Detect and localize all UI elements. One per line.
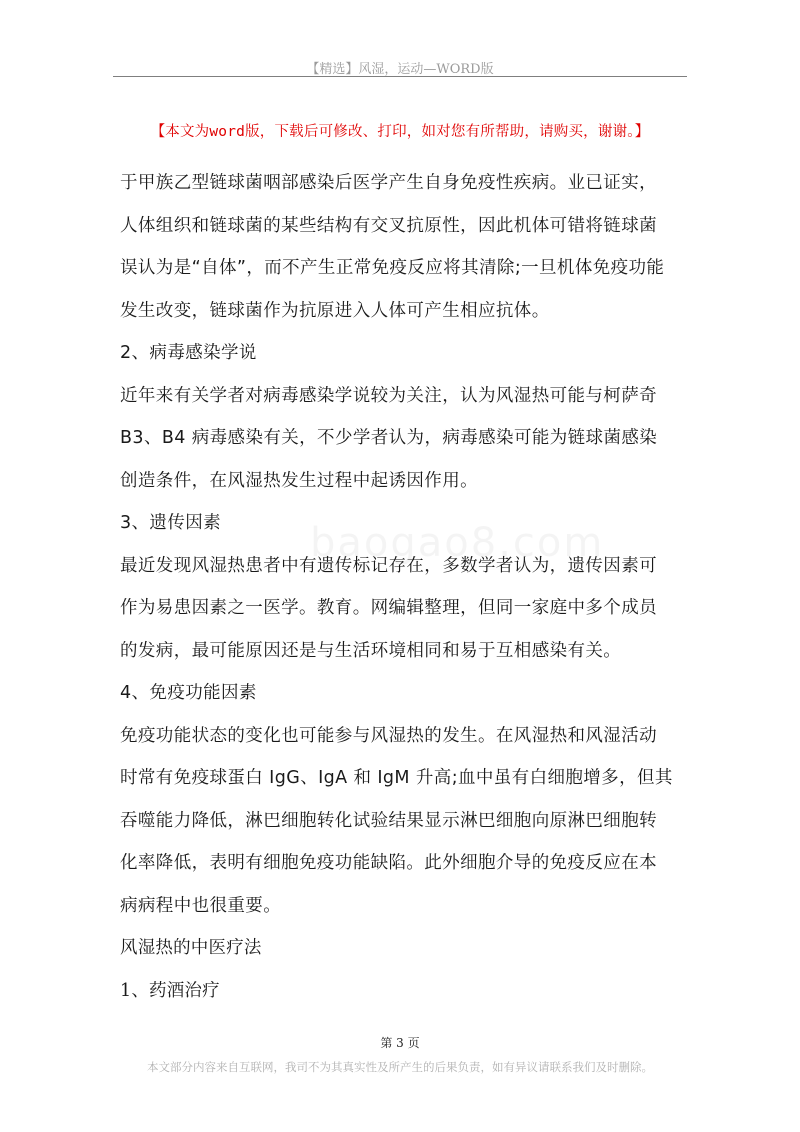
section-heading: 1、药酒治疗 bbox=[120, 980, 220, 1001]
page-number: 第 3 页 bbox=[380, 1036, 420, 1050]
footer-disclaimer: 本文部分内容来自互联网，我司不为其真实性及所产生的后果负责，如有异议请联系我们及时删除。 bbox=[147, 1060, 653, 1074]
section-heading: 风湿热的中医疗法 bbox=[120, 938, 262, 958]
body-line: 的发病，最可能原因还是与生活环境相同和易于互相感染有关。 bbox=[120, 640, 622, 661]
body-line: 发生改变，链球菌作为抗原进入人体可产生相应抗体。 bbox=[120, 300, 550, 321]
section-heading: 2、病毒感染学说 bbox=[120, 343, 257, 363]
body-line: 化率降低，表明有细胞免疫功能缺陷。此外细胞介导的免疫反应在本 bbox=[120, 853, 657, 873]
body-line: 吞噬能力降低，淋巴细胞转化试验结果显示淋巴细胞向原淋巴细胞转 bbox=[120, 810, 657, 831]
download-notice: 【本文为word版，下载后可修改、打印，如对您有所帮助，请购买，谢谢。】 bbox=[150, 124, 650, 140]
body-line: 于甲族乙型链球菌咽部感染后医学产生自身免疫性疾病。业已证实， bbox=[120, 173, 657, 193]
body-line: 人体组织和链球菌的某些结构有交叉抗原性，因此机体可错将链球菌 bbox=[120, 215, 657, 236]
body-line: B3、B4 病毒感染有关，不少学者认为，病毒感染可能为链球菌感染 bbox=[120, 428, 658, 448]
document-body bbox=[120, 162, 686, 1012]
body-line: 时常有免疫球蛋白 IgG、IgA 和 IgM 升高;血中虽有白细胞增多，但其 bbox=[120, 768, 673, 788]
body-line: 误认为是“自体”，而不产生正常免疫反应将其清除;一旦机体免疫功能 bbox=[120, 258, 665, 278]
section-heading: 3、遗传因素 bbox=[120, 513, 222, 533]
header-divider bbox=[113, 76, 687, 77]
body-line: 病病程中也很重要。 bbox=[120, 895, 282, 916]
section-heading: 4、免疫功能因素 bbox=[120, 683, 257, 703]
page-header-title: 【精选】风湿，运动—WORD版 bbox=[306, 62, 494, 77]
body-line: 最近发现风湿热患者中有遗传标记存在，多数学者认为，遗传因素可 bbox=[120, 555, 657, 576]
body-line: 免疫功能状态的变化也可能参与风湿热的发生。在风湿热和风湿活动 bbox=[120, 725, 657, 746]
body-line: 作为易患因素之一医学。教育。网编辑整理，但同一家庭中多个成员 bbox=[120, 598, 657, 618]
body-line: 创造条件，在风湿热发生过程中起诱因作用。 bbox=[120, 470, 478, 491]
body-line: 近年来有关学者对病毒感染学说较为关注，认为风湿热可能与柯萨奇 bbox=[120, 385, 657, 406]
